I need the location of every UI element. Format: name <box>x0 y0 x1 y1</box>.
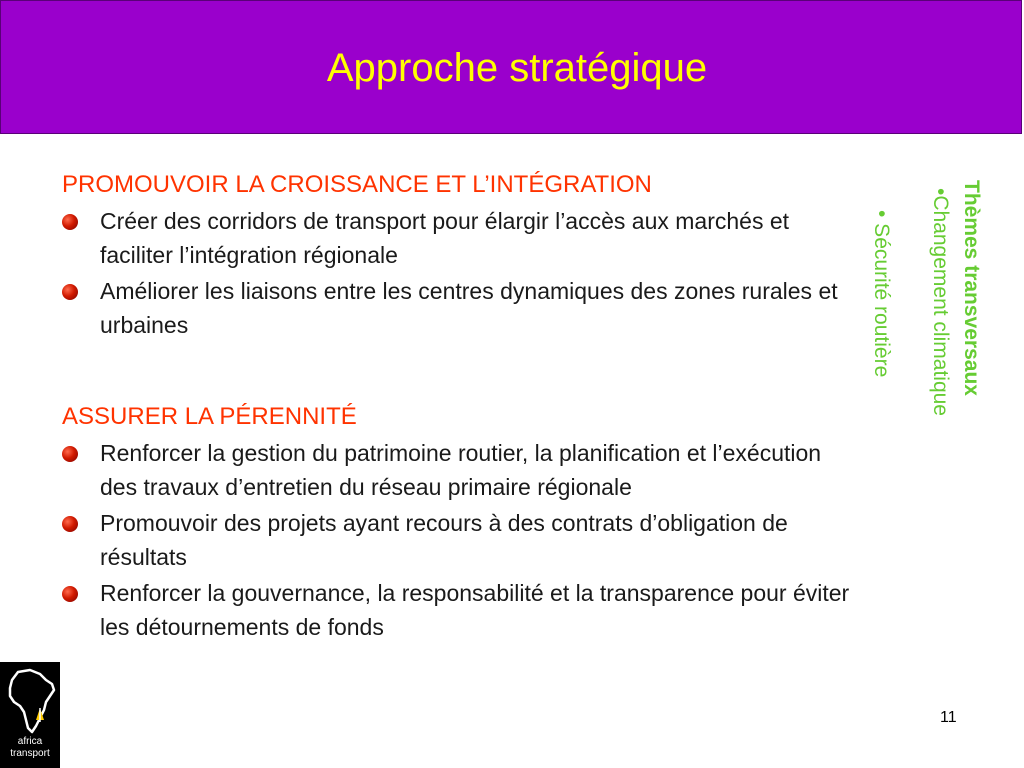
logo-text-line: transport <box>10 748 50 759</box>
slide-title: Approche stratégique <box>326 46 708 90</box>
bullet-dot-icon <box>62 586 78 602</box>
cross-themes-title: Thèmes transversaux <box>960 180 983 396</box>
bullet-text: Améliorer les liaisons entre les centres dynamiques des zones rurales et urbaines <box>100 278 838 338</box>
bullet-item <box>62 204 862 272</box>
bullet-item <box>62 506 862 574</box>
bullet-item <box>62 576 862 644</box>
cross-theme-item: •Changement climatique <box>929 188 952 416</box>
bullet-item <box>62 436 862 504</box>
africa-transport-logo <box>0 662 60 768</box>
bullet-dot-icon <box>62 214 78 230</box>
logo-text-line: africa <box>17 736 43 747</box>
section-heading: PROMOUVOIR LA CROISSANCE ET L’INTÉGRATION <box>62 171 652 198</box>
bullet-text: Renforcer la gestion du patrimoine routier, la planification et l’exécution des travaux d’entretien du réseau primaire régionale <box>100 440 822 500</box>
bullet-text: Renforcer la gouvernance, la responsabilité et la transparence pour éviter les détournements de fonds <box>100 580 850 640</box>
bullet-item <box>62 274 862 342</box>
bullet-text: Promouvoir des projets ayant recours à des contrats d’obligation de résultats <box>100 510 788 570</box>
section-sustainability <box>62 400 862 644</box>
cross-theme-item: • Sécurité routière <box>870 210 893 378</box>
africa-map-icon <box>0 662 60 736</box>
bullet-dot-icon <box>62 516 78 532</box>
section-growth-integration <box>62 168 862 342</box>
bullet-dot-icon <box>62 284 78 300</box>
bullet-list <box>62 204 862 342</box>
section-heading: ASSURER LA PÉRENNITÉ <box>62 403 357 430</box>
bullet-dot-icon <box>62 446 78 462</box>
logo-text <box>0 736 60 760</box>
section-spacer <box>62 344 862 400</box>
bullet-text: Créer des corridors de transport pour élargir l’accès aux marchés et faciliter l’intégration régionale <box>100 208 790 268</box>
page-number: 11 <box>940 709 957 726</box>
bullet-list <box>62 436 862 644</box>
slide-content <box>62 168 862 646</box>
